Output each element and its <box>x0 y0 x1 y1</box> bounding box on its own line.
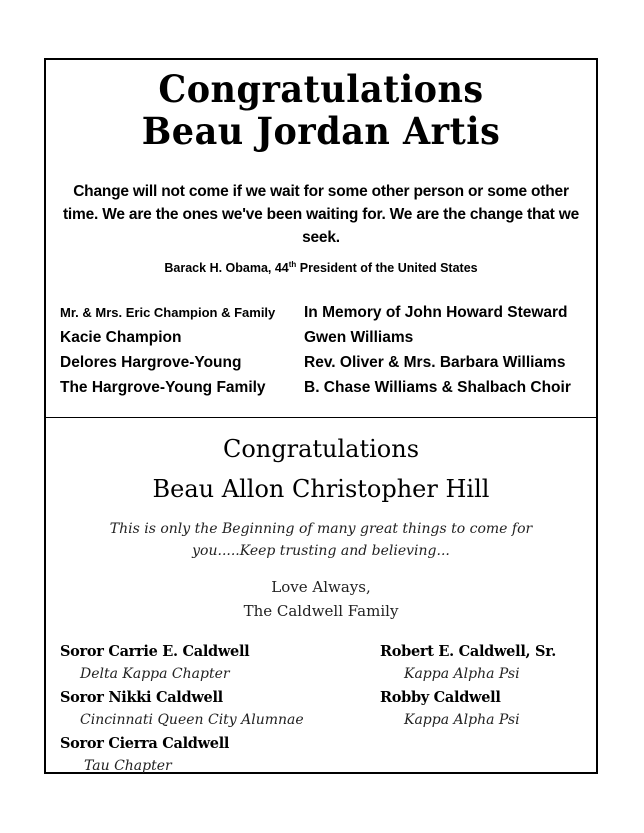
member-name: Soror Cierra Caldwell <box>60 735 230 752</box>
closing-line2: The Caldwell Family <box>243 602 399 620</box>
name-item: The Hargrove-Young Family <box>60 379 266 396</box>
name-item: Delores Hargrove-Young <box>60 354 242 371</box>
obama-quote: Change will not come if we wait for some other person or some other time. We are the ones we've been waiting for. We are the change that we seek. <box>62 183 580 246</box>
member-chapter: Tau Chapter <box>84 758 172 774</box>
message-line1: This is only the Beginning of many great things to come for <box>109 521 533 537</box>
member-chapter: Kappa Alpha Psi <box>404 666 520 682</box>
section-divider <box>46 417 596 418</box>
quote-attribution <box>46 257 596 276</box>
member-chapter: Cincinnati Queen City Alumnae <box>80 712 304 728</box>
top-right-names <box>304 300 571 400</box>
member-name: Robert E. Caldwell, Sr. <box>380 643 556 660</box>
name-item: Gwen Williams <box>304 329 414 346</box>
top-title-line2: Beau Jordan Artis <box>141 109 501 154</box>
bottom-title-line2: Beau Allon Christopher Hill <box>152 475 490 503</box>
bottom-left-members <box>60 640 304 778</box>
attribution-suffix: President of the United States <box>296 261 478 276</box>
congratulations-ad <box>44 58 598 774</box>
name-item: Rev. Oliver & Mrs. Barbara Williams <box>304 354 566 371</box>
member-chapter: Delta Kappa Chapter <box>80 666 230 682</box>
name-item: In Memory of John Howard Steward <box>304 304 568 321</box>
top-title-line1: Congratulations <box>158 67 484 112</box>
attribution-sup: th <box>288 260 297 269</box>
bottom-title-line1: Congratulations <box>222 435 420 463</box>
name-item: Kacie Champion <box>60 329 182 346</box>
member-name: Soror Nikki Caldwell <box>60 689 223 706</box>
top-left-names <box>60 300 275 400</box>
closing-line1: Love Always, <box>271 578 371 596</box>
bottom-right-members <box>380 640 556 732</box>
member-name: Robby Caldwell <box>380 689 501 706</box>
attribution-prefix: Barack H. Obama, 44 <box>164 261 289 276</box>
message-line2: you.....Keep trusting and believing... <box>192 543 450 559</box>
name-item: B. Chase Williams & Shalbach Choir <box>304 379 571 396</box>
member-name: Soror Carrie E. Caldwell <box>60 643 250 660</box>
name-item: Mr. & Mrs. Eric Champion & Family <box>60 305 276 320</box>
member-chapter: Kappa Alpha Psi <box>404 712 520 728</box>
